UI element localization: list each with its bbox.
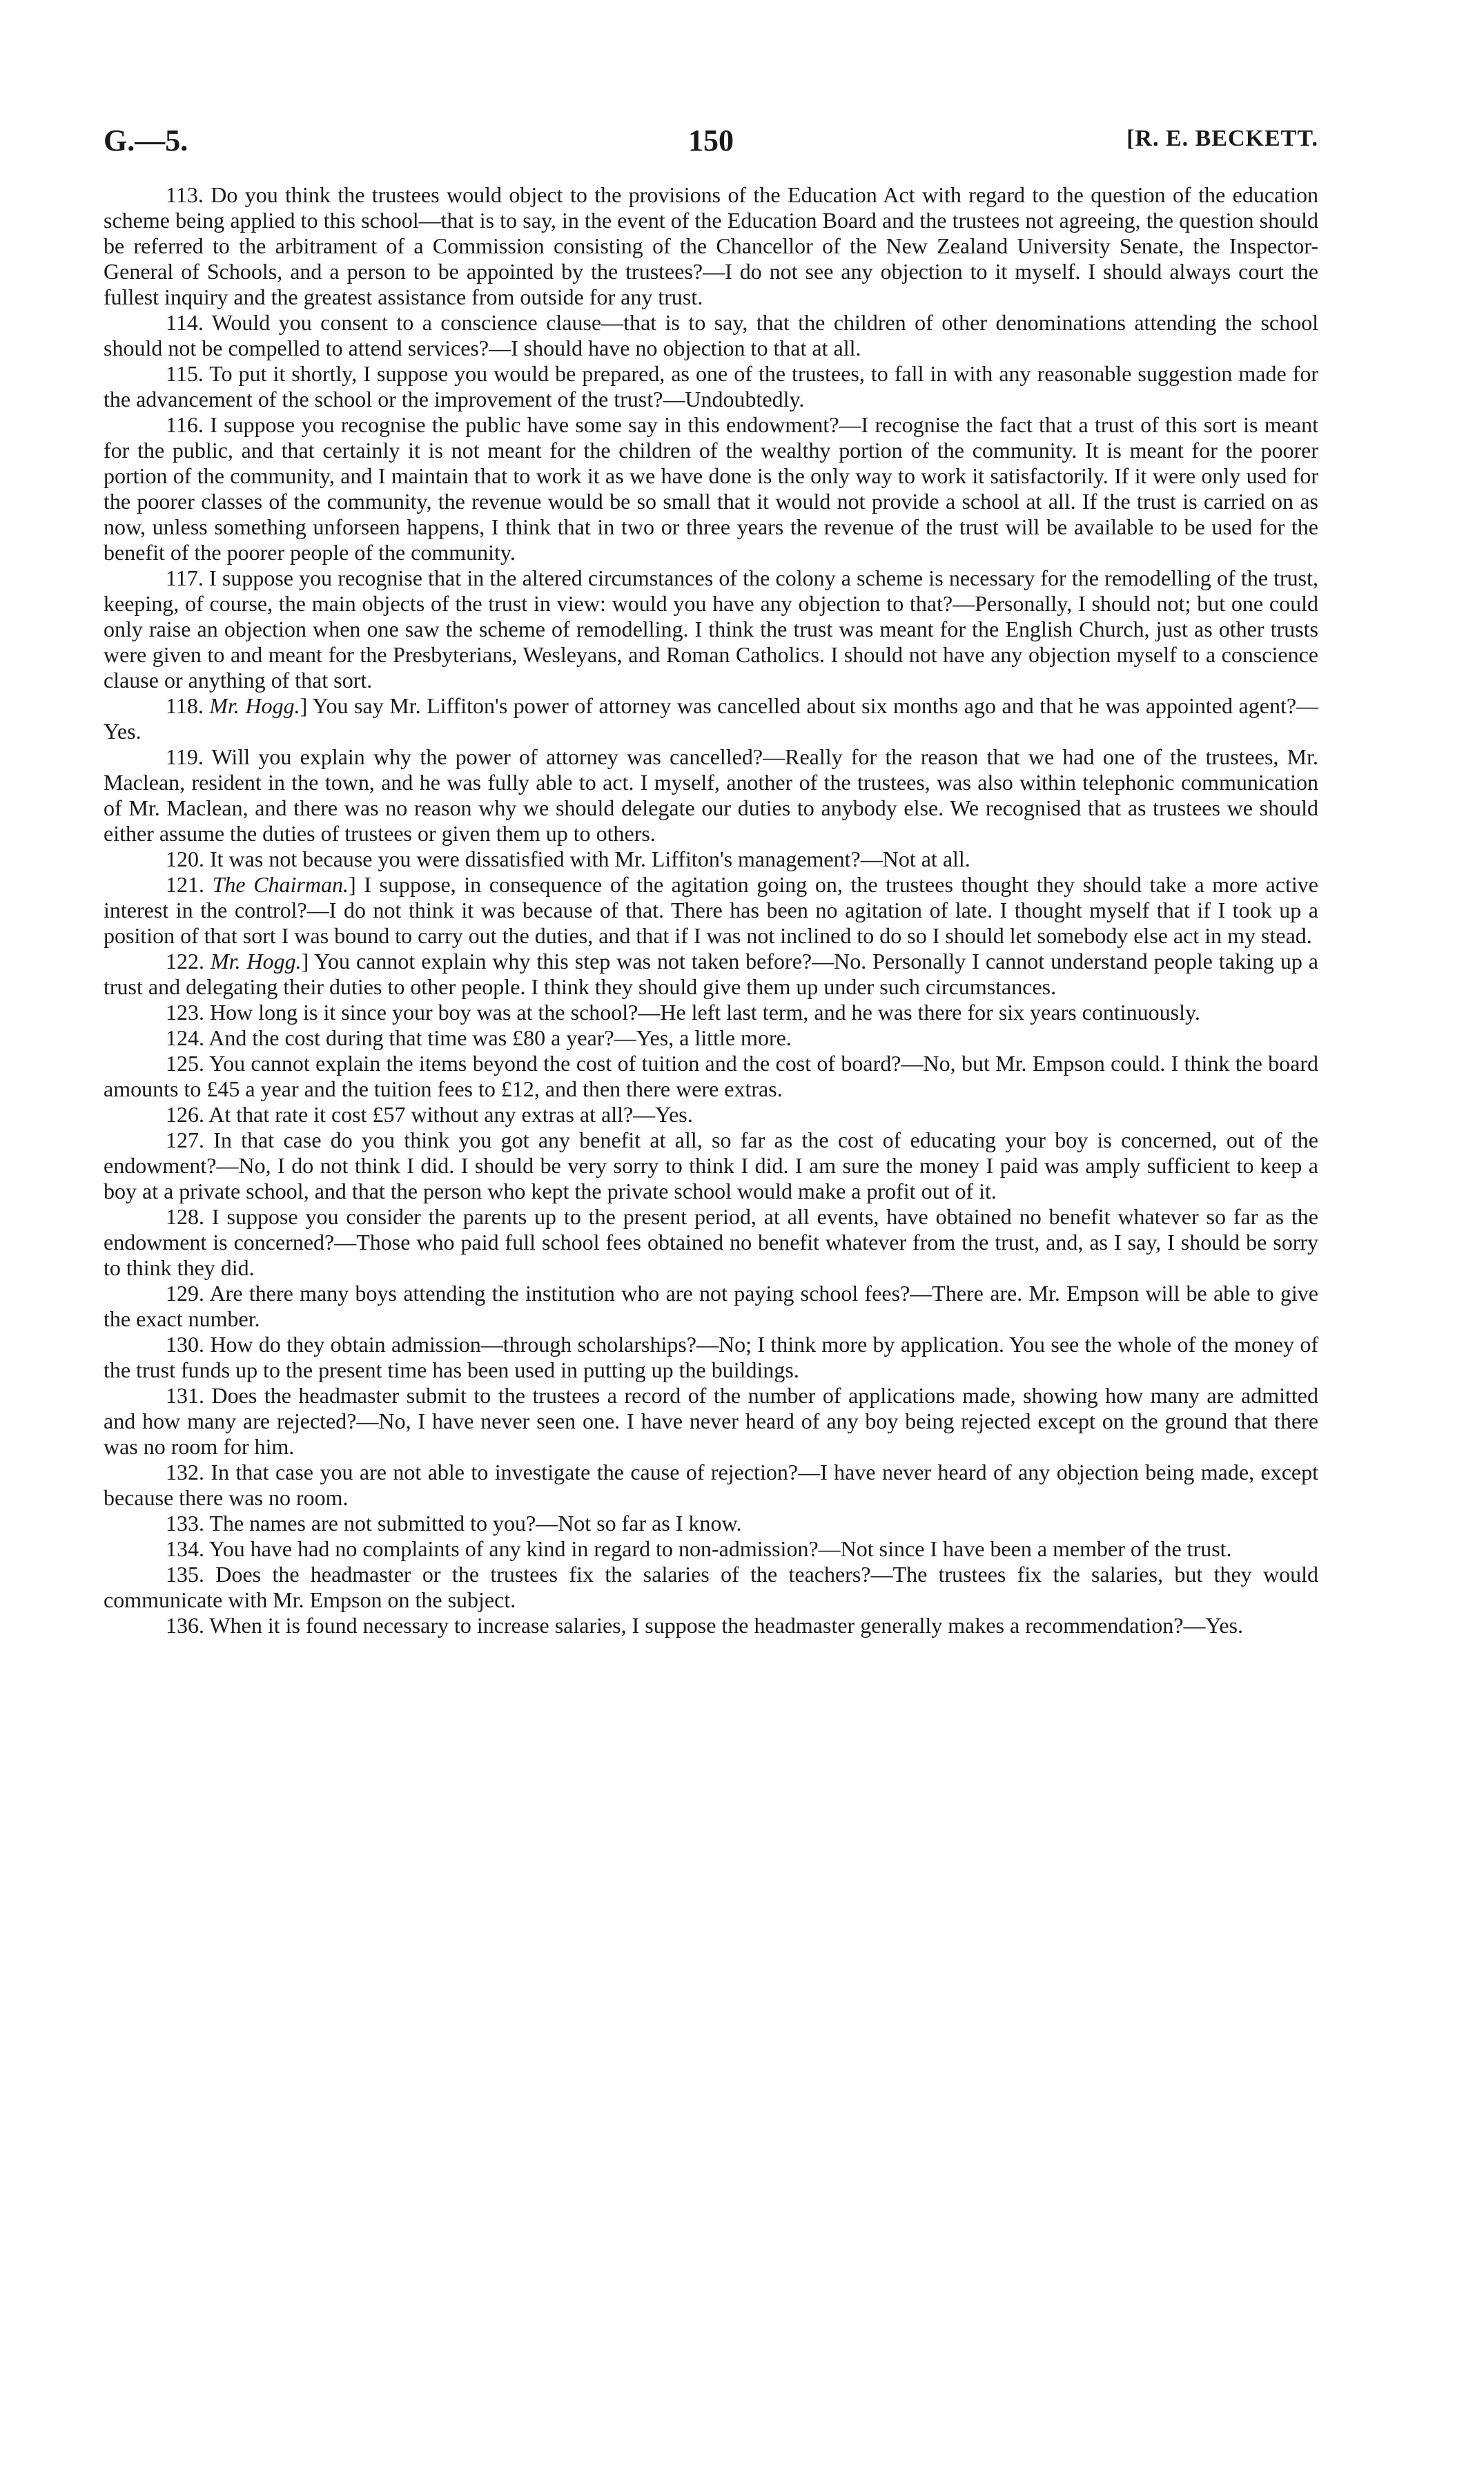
question-paragraph — [104, 1613, 1318, 1638]
question-number: 119. — [166, 744, 204, 769]
paragraph-text: I suppose you consider the parents up to the present period, at all events, have obtained no benefit whatever so far as the endowment is concerned?—Those who paid full school fees obtained no benefit whatever from the trust, and, as I say, I should be sorry to think they did. — [104, 1204, 1319, 1280]
question-paragraph — [104, 1511, 1318, 1536]
question-paragraph — [104, 1460, 1318, 1511]
question-number: 133. — [166, 1511, 204, 1536]
question-paragraph — [104, 1102, 1318, 1128]
question-number: 134. — [166, 1536, 204, 1561]
paragraph-text: I suppose you recognise the public have some say in this endowment?—I recognise the fact that a trust of this sort is meant for the public, and that certainly it is not meant for the children of the wealthy portion of the community. It is meant for the poorer portion of the community, and I maintain that to work it as we have done is the only way to work it satisfactorily. If it were only used for the poorer classes of the community, the revenue would be so small that it would not provide a school at all. If the trust is carried on as now, unless something unforseen happens, I think that in two or three years the revenue of the trust will be available to be used for the benefit of the poorer people of the community. — [104, 412, 1319, 565]
page-number: 150 — [688, 124, 734, 157]
question-paragraph — [104, 1562, 1318, 1613]
paragraph-text: You cannot explain the items beyond the cost of tuition and the cost of board?—No, but Mr. Empson could. I think the board amounts to £45 a year and the tuition fees to £12, and then there were extras. — [104, 1051, 1319, 1101]
document-reference: G.—5. — [104, 124, 188, 157]
paragraph-text: The names are not submitted to you?—Not so far as I know. — [209, 1511, 742, 1536]
question-number: 127. — [166, 1128, 204, 1152]
paragraph-text: You say Mr. Liffiton's power of attorney was cancelled about six months ago and that he was appointed agent?—Yes. — [104, 693, 1319, 744]
question-paragraph — [104, 361, 1318, 412]
question-number: 115. — [166, 361, 204, 386]
paragraph-text: How do they obtain admission—through scholarships?—No; I think more by application. You see the whole of the money of the trust funds up to the present time has been used in putting up the buildings. — [104, 1332, 1318, 1382]
question-number: 123. — [166, 1000, 204, 1025]
question-number: 128. — [166, 1204, 204, 1229]
question-paragraph — [104, 693, 1318, 744]
question-paragraph — [104, 744, 1318, 846]
question-paragraph — [104, 872, 1318, 949]
question-number: 120. — [166, 846, 204, 871]
paragraph-text: Would you consent to a conscience clause—that is to say, that the children of other denominations attending the school should not be compelled to attend services?—I should have no objection to that at all. — [104, 310, 1319, 360]
question-paragraph — [104, 1281, 1318, 1332]
question-number: 136. — [166, 1613, 204, 1638]
paragraph-text: Does the headmaster or the trustees fix the salaries of the teachers?—The trustees fix the salaries, but they would communicate with Mr. Empson on the subject. — [104, 1562, 1319, 1612]
speaker-name: Mr. Hogg. — [210, 949, 302, 974]
question-number: 126. — [166, 1102, 204, 1127]
question-number: 129. — [166, 1281, 204, 1306]
question-paragraph — [104, 412, 1318, 565]
paragraph-text: I suppose, in consequence of the agitation going on, the trustees thought they should take a more active interest in the control?—I do not think it was because of that. There has been no agitation of late. I thought myself that if I took up a position of that sort I was bound to carry out the duties, and that if I was not inclined to do so I should let somebody else act in my stead. — [104, 872, 1319, 948]
question-number: 113. — [166, 182, 204, 207]
paragraph-text: How long is it since your boy was at the school?—He left last term, and he was there for six years continuously. — [210, 1000, 1200, 1025]
paragraph-text: I suppose you recognise that in the altered circumstances of the colony a scheme is necessary for the remodelling of the trust, keeping, of course, the main objects of the trust in view: would you have any objection to that?—Personally, I should not; but one could only raise an objection when one saw the scheme of remodelling. I think the trust was meant for the English Church, just as other trusts were given to and meant for the Presbyterians, Wesleyans, and Roman Catholics. I should not have any objection myself to a conscience clause or anything of that sort. — [104, 565, 1319, 693]
document-body — [104, 182, 1318, 1638]
question-paragraph — [104, 949, 1318, 1000]
question-number: 131. — [166, 1383, 204, 1408]
question-paragraph — [104, 182, 1318, 310]
question-paragraph — [104, 1051, 1318, 1102]
question-number: 135. — [166, 1562, 204, 1587]
paragraph-text: Does the headmaster submit to the trustees a record of the number of applications made, showing how many are admitted and how many are rejected?—No, I have never seen one. I have never heard of any boy being rejected except on the ground that there was no room for him. — [104, 1383, 1319, 1459]
question-number: 125. — [166, 1051, 204, 1076]
question-paragraph — [104, 1383, 1318, 1460]
question-number: 122. — [166, 949, 204, 974]
paragraph-text: It was not because you were dissatisfied with Mr. Liffiton's management?—Not at all. — [210, 846, 970, 871]
question-paragraph — [104, 846, 1318, 872]
question-number: 124. — [166, 1025, 204, 1050]
speaker-name: Mr. Hogg. — [209, 693, 300, 718]
paragraph-text: In that case do you think you got any benefit at all, so far as the cost of educating your boy is concerned, out of the endowment?—No, I do not think I did. I should be very sorry to think I did. I am sure the money I paid was amply sufficient to keep a boy at a private school, and that the person who kept the private school would make a profit out of it. — [104, 1128, 1319, 1203]
question-paragraph — [104, 1536, 1318, 1562]
paragraph-text: You have had no complaints of any kind in regard to non-admission?—Not since I have been a member of the trust. — [208, 1536, 1232, 1561]
witness-name: [R. E. BECKETT. — [1126, 126, 1318, 151]
question-paragraph — [104, 565, 1318, 693]
speaker-bracket: ] — [301, 949, 309, 974]
paragraph-text: You cannot explain why this step was not taken before?—No. Personally I cannot understand people taking up a trust and delegating their duties to other people. I think they should give them up under such circumstances. — [104, 949, 1319, 999]
question-paragraph — [104, 1128, 1318, 1204]
speaker-bracket: ] — [349, 872, 356, 897]
paragraph-text: Will you explain why the power of attorney was cancelled?—Really for the reason that we had one of the trustees, Mr. Maclean, resident in the town, and he was fully able to act. I myself, another of the trustees, was also within telephonic communication of Mr. Maclean, and there was no reason why we should delegate our duties to anybody else. We recognised that as trustees we should either assume the duties of trustees or given them up to others. — [104, 744, 1319, 846]
paragraph-text: And the cost during that time was £80 a year?—Yes, a little more. — [208, 1025, 792, 1050]
page-header — [104, 123, 1318, 171]
paragraph-text: Do you think the trustees would object to the provisions of the Education Act with regard to the question of the education scheme being applied to this school—that is to say, in the event of the Education Board and the trustees not agreeing, the question should be referred to the arbitrament of a Commission consisting of the Chancellor of the New Zealand University Senate, the Inspector-General of Schools, and a person to be appointed by the trustees?—I do not see any objection to it myself. I should always court the fullest inquiry and the greatest assistance from outside for any trust. — [104, 182, 1319, 309]
question-paragraph — [104, 1000, 1318, 1025]
document-page — [104, 123, 1318, 1638]
question-paragraph — [104, 1204, 1318, 1281]
question-number: 118. — [166, 693, 204, 718]
question-paragraph — [104, 310, 1318, 361]
paragraph-text: Are there many boys attending the institution who are not paying school fees?—There are. Mr. Empson will be able to give the exact number. — [104, 1281, 1319, 1331]
question-paragraph — [104, 1025, 1318, 1051]
question-paragraph — [104, 1332, 1318, 1383]
paragraph-text: To put it shortly, I suppose you would be prepared, as one of the trustees, to fall in with any reasonable suggestion made for the advancement of the school or the improvement of the trust?—Undoubtedly. — [104, 361, 1319, 412]
paragraph-text: When it is found necessary to increase salaries, I suppose the headmaster generally makes a recommendation?—Yes. — [209, 1613, 1243, 1638]
question-number: 116. — [166, 412, 204, 437]
question-number: 132. — [166, 1460, 204, 1484]
speaker-name: The Chairman. — [212, 872, 349, 897]
paragraph-text: At that rate it cost £57 without any extras at all?—Yes. — [208, 1102, 693, 1127]
question-number: 114. — [166, 310, 204, 335]
paragraph-text: In that case you are not able to investigate the cause of rejection?—I have never heard of any objection being made, except because there was no room. — [104, 1460, 1319, 1510]
question-number: 121. — [166, 872, 204, 897]
question-number: 130. — [166, 1332, 204, 1357]
speaker-bracket: ] — [300, 693, 308, 718]
question-number: 117. — [166, 565, 204, 590]
